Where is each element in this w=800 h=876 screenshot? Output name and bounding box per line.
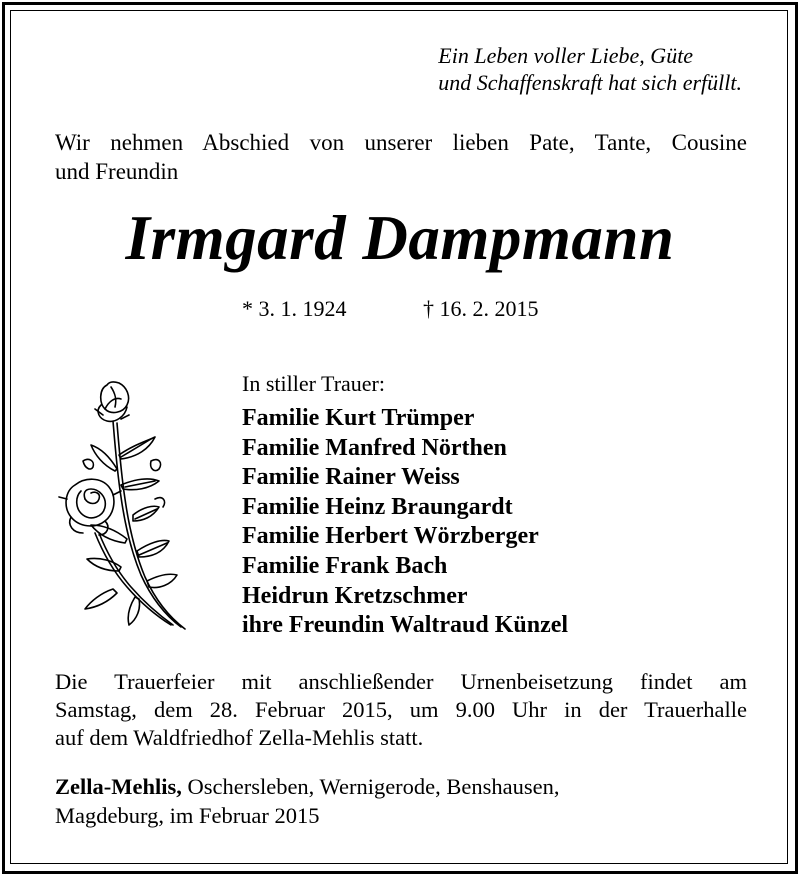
rose-icon [55, 375, 205, 635]
mourners-block [242, 370, 568, 641]
mourner-name: Heidrun Kretzschmer [242, 582, 468, 609]
place-and-date [55, 772, 560, 830]
mourners-lead: In stiller Trauer: [242, 371, 385, 396]
motto-line-1: Ein Leben voller Liebe, Güte [438, 43, 694, 68]
mourner-name: Familie Rainer Weiss [242, 464, 460, 491]
motto [438, 42, 742, 96]
place-others: Oschersleben, Wernigerode, Benshausen, [181, 774, 560, 799]
place-line-1 [55, 772, 560, 801]
mourner-name: ihre Freundin Waltraud Künzel [242, 612, 569, 639]
service-line-1: Die Trauerfeier mit anschließender Urnenbeisetzung findet am [55, 669, 747, 694]
place-primary: Zella-Mehlis, [55, 774, 182, 799]
motto-line-2: und Schaffenskraft hat sich erfüllt. [438, 70, 742, 95]
intro-line-2: und Freundin [55, 159, 179, 184]
intro-text [55, 128, 747, 186]
service-line-3: auf dem Waldfriedhof Zella-Mehlis statt. [55, 725, 424, 750]
birth-date: * 3. 1. 1924 [242, 296, 347, 321]
intro-line-1: Wir nehmen Abschied von unserer lieben Pate, Tante, Cousine [55, 130, 747, 155]
mourner-name: Familie Herbert Wörzberger [242, 523, 539, 550]
mourner-name: Familie Heinz Braungardt [242, 493, 513, 520]
place-line-2: Magdeburg, im Februar 2015 [55, 803, 320, 828]
mourner-name: Familie Manfred Nörthen [242, 434, 507, 461]
mourner-name: Familie Kurt Trümper [242, 405, 475, 431]
deceased-name: Irmgard Dampmann [125, 203, 675, 273]
service-line-2: Samstag, dem 28. Februar 2015, um 9.00 Uhr in der Trauerhalle [55, 697, 747, 722]
service-info [55, 668, 747, 752]
death-date: † 16. 2. 2015 [423, 296, 539, 321]
mourner-name: Familie Frank Bach [242, 552, 448, 579]
